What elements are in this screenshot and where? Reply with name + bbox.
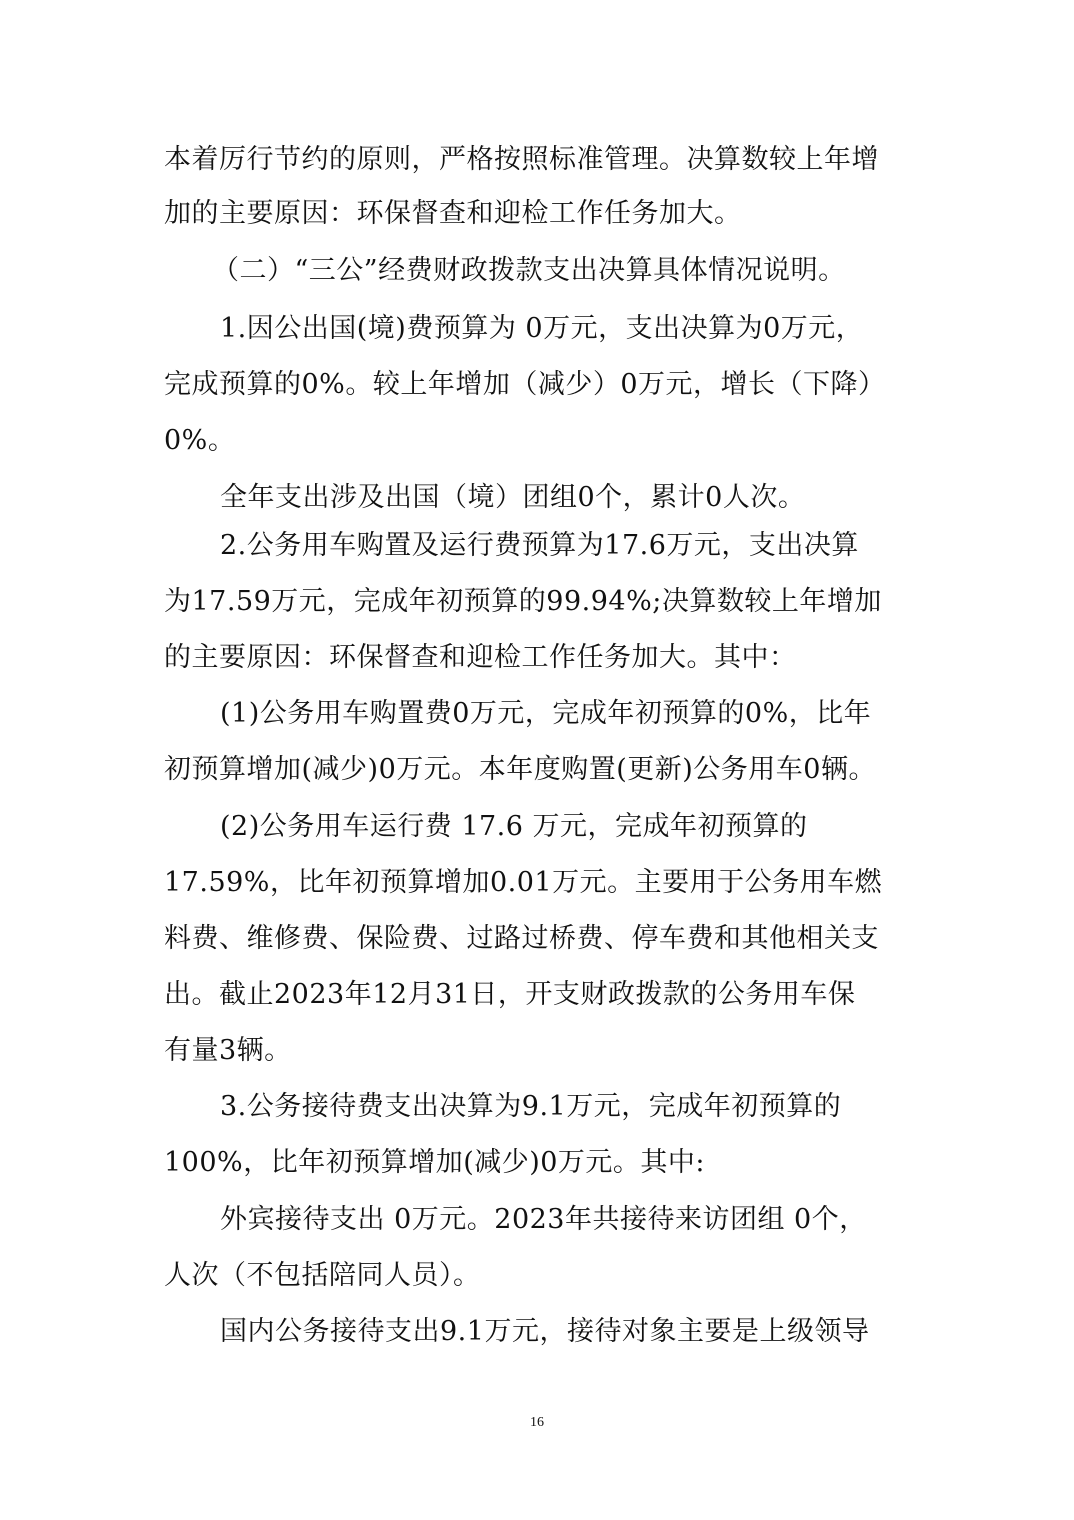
text-line: (2)公务用车运行费 17.6 万元，完成年初预算的 [220, 811, 808, 842]
text-line: 国内公务接待支出9.1万元，接待对象主要是上级领导 [220, 1316, 870, 1347]
text-line: 的主要原因：环保督查和迎检工作任务加大。其中： [164, 642, 797, 673]
text-line: 全年支出涉及出国（境）团组0个，累计0人次。 [220, 482, 806, 513]
text-line: 3.公务接待费支出决算为9.1万元，完成年初预算的 [220, 1091, 842, 1122]
text-line: 料费、维修费、保险费、过路过桥费、停车费和其他相关支 [164, 923, 879, 954]
text-line: 17.59%，比年初预算增加0.01万元。主要用于公务用车燃 [164, 867, 883, 898]
text-line: 外宾接待支出 0万元。2023年共接待来访团组 0个， [220, 1204, 867, 1235]
text-line: 出。截止2023年12月31日，开支财政拨款的公务用车保 [164, 979, 856, 1010]
text-line: 本着厉行节约的原则，严格按照标准管理。决算数较上年增 [164, 144, 879, 175]
text-line: 人次（不包括陪同人员）。 [164, 1260, 481, 1291]
text-line: 0%。 [164, 425, 236, 456]
text-line: 2.公务用车购置及运行费预算为17.6万元，支出决算 [220, 530, 859, 561]
text-line: 1.因公出国(境)费预算为 0万元，支出决算为0万元， [220, 313, 864, 344]
text-line: (1)公务用车购置费0万元，完成年初预算的0%，比年 [220, 698, 872, 729]
text-line: 完成预算的0%。较上年增加（减少）0万元，增长（下降） [164, 369, 886, 400]
section-heading: （二）“三公”经费财政拨款支出决算具体情况说明。 [212, 255, 846, 286]
text-line: 加的主要原因：环保督查和迎检工作任务加大。 [164, 198, 742, 229]
page-number: 16 [530, 1415, 544, 1430]
text-line: 有量3辆。 [164, 1035, 292, 1066]
text-line: 初预算增加(减少)0万元。本年度购置(更新)公务用车0辆。 [164, 754, 876, 785]
text-line: 100%，比年初预算增加(减少)0万元。其中: [164, 1147, 706, 1178]
text-line: 为17.59万元，完成年初预算的99.94%;决算数较上年增加 [164, 586, 882, 617]
